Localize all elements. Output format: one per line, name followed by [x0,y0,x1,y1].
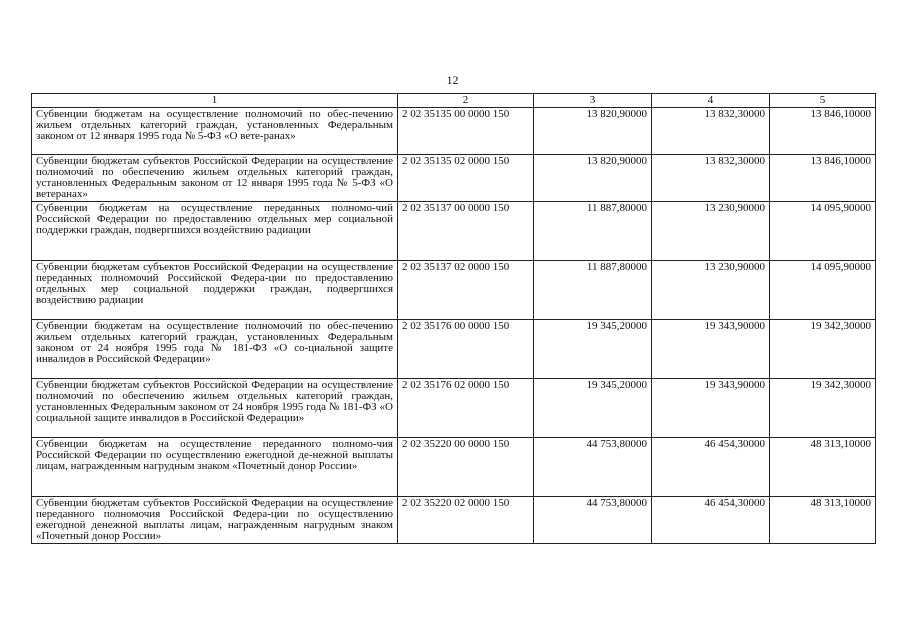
row-description [32,379,398,438]
row-amount-year-1: 44 753,80000 [534,438,652,497]
row-amount-year-2: 19 343,90000 [652,379,770,438]
table-row [32,108,876,155]
row-amount-year-3: 48 313,10000 [770,497,876,544]
row-description-text: Субвенции бюджетам субъектов Российской Федерации на осуществление полномочий по обеспечению жильем отдельных категорий граждан, установленных Федеральным законом от 24 ноября 1995 года № 181-ФЗ «О социальной защите инвалидов в Российской Федерации» [36,379,393,424]
table-row [32,155,876,202]
row-amount-year-2: 13 230,90000 [652,261,770,320]
row-budget-code: 2 02 35135 02 0000 150 [398,155,534,202]
page-number: 12 [446,73,459,87]
row-amount-year-3: 48 313,10000 [770,438,876,497]
row-description-text: Субвенции бюджетам субъектов Российской Федерации на осуществление переданных полномочий Российской Федера-ции по предоставлению отдельных мер социальной поддержки граждан, подвергшихся воздействию радиации [36,261,393,306]
row-description [32,261,398,320]
row-description [32,497,398,544]
table-row [32,379,876,438]
row-amount-year-2: 13 832,30000 [652,155,770,202]
table-row [32,497,876,544]
row-amount-year-1: 19 345,20000 [534,320,652,379]
table-row [32,261,876,320]
row-amount-year-2: 13 230,90000 [652,202,770,261]
row-amount-year-2: 46 454,30000 [652,438,770,497]
row-description-text: Субвенции бюджетам на осуществление полномочий по обес-печению жильем отдельных категорий граждан, установленных Федеральным законом от 12 января 1995 года № 5-ФЗ «О вете-ранах» [36,108,393,142]
row-amount-year-3: 14 095,90000 [770,261,876,320]
budget-table [31,93,876,544]
column-header: 3 [534,94,652,108]
column-header: 1 [32,94,398,108]
row-description-text: Субвенции бюджетам на осуществление полномочий по обес-печению жильем отдельных категорий граждан, установленных Федеральным законом от 24 ноября 1995 года № 181-ФЗ «О со-циальной защите инвалидов в Российской Федерации» [36,320,393,365]
row-amount-year-3: 19 342,30000 [770,379,876,438]
row-budget-code: 2 02 35220 00 0000 150 [398,438,534,497]
row-description-text: Субвенции бюджетам на осуществление переданного полномо-чия Российской Федерации по осуществлению ежегодной де-нежной выплаты лицам, награжденным нагрудным знаком «Почетный донор России» [36,438,393,472]
row-amount-year-1: 44 753,80000 [534,497,652,544]
row-amount-year-1: 13 820,90000 [534,155,652,202]
row-amount-year-2: 46 454,30000 [652,497,770,544]
row-description [32,320,398,379]
row-amount-year-3: 13 846,10000 [770,155,876,202]
table-row [32,438,876,497]
row-amount-year-1: 13 820,90000 [534,108,652,155]
column-header: 2 [398,94,534,108]
row-description [32,438,398,497]
column-header: 4 [652,94,770,108]
table-header-row [32,94,876,108]
row-amount-year-3: 19 342,30000 [770,320,876,379]
row-budget-code: 2 02 35220 02 0000 150 [398,497,534,544]
row-budget-code: 2 02 35137 00 0000 150 [398,202,534,261]
row-amount-year-2: 19 343,90000 [652,320,770,379]
row-description [32,155,398,202]
row-description-text: Субвенции бюджетам субъектов Российской Федерации на осуществление полномочий по обеспечению жильем отдельных категорий граждан, установленных Федеральным законом от 12 января 1995 года № 5-ФЗ «О ветеранах» [36,155,393,200]
row-amount-year-1: 19 345,20000 [534,379,652,438]
row-budget-code: 2 02 35135 00 0000 150 [398,108,534,155]
row-budget-code: 2 02 35137 02 0000 150 [398,261,534,320]
row-description-text: Субвенции бюджетам на осуществление переданных полномо-чий Российской Федерации по предоставлению отдельных мер социальной поддержки граждан, подвергшихся воздействию радиации [36,202,393,236]
row-amount-year-2: 13 832,30000 [652,108,770,155]
row-amount-year-1: 11 887,80000 [534,202,652,261]
row-description [32,202,398,261]
row-description-text: Субвенции бюджетам субъектов Российской Федерации на осуществление переданного полномочия Российской Федера-ции по осуществлению ежегодной денежной выплаты лицам, награжденным нагрудным знаком «Почетный донор России» [36,497,393,542]
row-budget-code: 2 02 35176 02 0000 150 [398,379,534,438]
table-row [32,320,876,379]
table-row [32,202,876,261]
row-budget-code: 2 02 35176 00 0000 150 [398,320,534,379]
row-amount-year-3: 13 846,10000 [770,108,876,155]
row-amount-year-3: 14 095,90000 [770,202,876,261]
row-description [32,108,398,155]
row-amount-year-1: 11 887,80000 [534,261,652,320]
column-header: 5 [770,94,876,108]
